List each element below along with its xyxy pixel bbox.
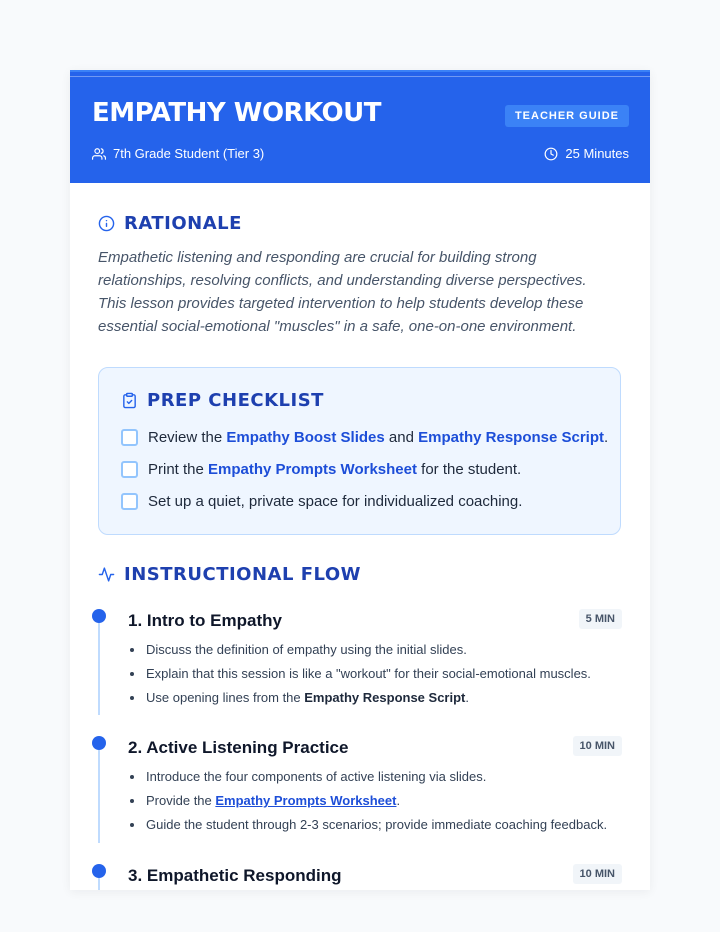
timeline-line [98, 750, 100, 843]
worksheet-link[interactable]: Empathy Prompts Worksheet [215, 793, 397, 808]
flow-heading [98, 564, 361, 585]
resource-name: Empathy Boost Slides [226, 429, 385, 446]
timeline-line [98, 622, 100, 715]
step-title: 1. Intro to Empathy [128, 611, 282, 630]
checklist-item-text [148, 461, 521, 478]
flow-heading-text: INSTRUCTIONAL FLOW [124, 564, 361, 585]
checklist-item [121, 493, 522, 510]
checklist-item [121, 461, 521, 478]
clock-icon [544, 147, 558, 161]
timeline-dot [92, 609, 106, 623]
text: Print the [148, 461, 209, 478]
step-bullets [128, 765, 628, 837]
bullet-item: Explain that this session is like a "workout" for their social-emotional muscles. [128, 662, 628, 686]
checklist-heading-text: PREP CHECKLIST [147, 390, 324, 411]
step-title: 2. Active Listening Practice [128, 738, 349, 757]
bullet-item: Introduce the four components of active listening via slides. [128, 765, 628, 789]
header [70, 70, 650, 183]
time-badge: 10 MIN [573, 736, 622, 756]
resource-name: Empathy Response Script [304, 690, 466, 705]
info-icon [98, 215, 115, 232]
teacher-guide-badge: TEACHER GUIDE [505, 105, 629, 127]
checklist-heading [121, 390, 324, 411]
resource-name: Empathy Prompts Worksheet [208, 461, 417, 478]
checkbox[interactable] [121, 429, 138, 446]
text: Use opening lines from the [146, 690, 305, 705]
rationale-heading [98, 213, 242, 234]
checkbox[interactable] [121, 493, 138, 510]
text: . [396, 793, 401, 808]
duration-label: 25 Minutes [565, 146, 629, 161]
student-info [92, 146, 264, 161]
checkbox[interactable] [121, 461, 138, 478]
duration-info [544, 146, 629, 161]
page-title: EMPATHY WORKOUT [92, 98, 382, 128]
rationale-heading-text: RATIONALE [124, 213, 242, 234]
activity-icon [98, 566, 115, 583]
checklist-item [121, 429, 608, 446]
prep-checklist [98, 367, 621, 535]
bullet-item: Guide the student through 2-3 scenarios; provide immediate coaching feedback. [128, 813, 628, 837]
text: Review the [148, 429, 227, 446]
rationale-text: Empathetic listening and responding are crucial for building strong relationships, resolving conflicts, and understanding diverse perspectives. This lesson provides targeted intervention to help students develop these essential social-emotional "muscles" in a safe, one-on-one environment. [98, 249, 587, 335]
lesson-card [70, 70, 650, 890]
text: . [465, 690, 469, 705]
text: and [384, 429, 419, 446]
time-badge: 5 MIN [579, 609, 622, 629]
bullet-item [128, 789, 628, 813]
timeline-dot [92, 736, 106, 750]
step-title: 3. Empathetic Responding [128, 866, 342, 885]
header-divider [70, 76, 650, 77]
clipboard-check-icon [121, 392, 138, 409]
bullet-item: Discuss the definition of empathy using the initial slides. [128, 638, 628, 662]
checklist-item-text [148, 429, 608, 446]
resource-name: Empathy Response Script [418, 429, 605, 446]
step-bullets [128, 638, 628, 710]
bullet-item [128, 686, 628, 710]
checklist-item-text: Set up a quiet, private space for individualized coaching. [148, 493, 523, 510]
student-label: 7th Grade Student (Tier 3) [113, 146, 265, 161]
timeline-dot [92, 864, 106, 878]
text: for the student. [416, 461, 522, 478]
users-icon [92, 147, 106, 161]
text: Provide the [146, 793, 216, 808]
text: . [604, 429, 609, 446]
time-badge: 10 MIN [573, 864, 622, 884]
timeline-line [98, 878, 100, 890]
